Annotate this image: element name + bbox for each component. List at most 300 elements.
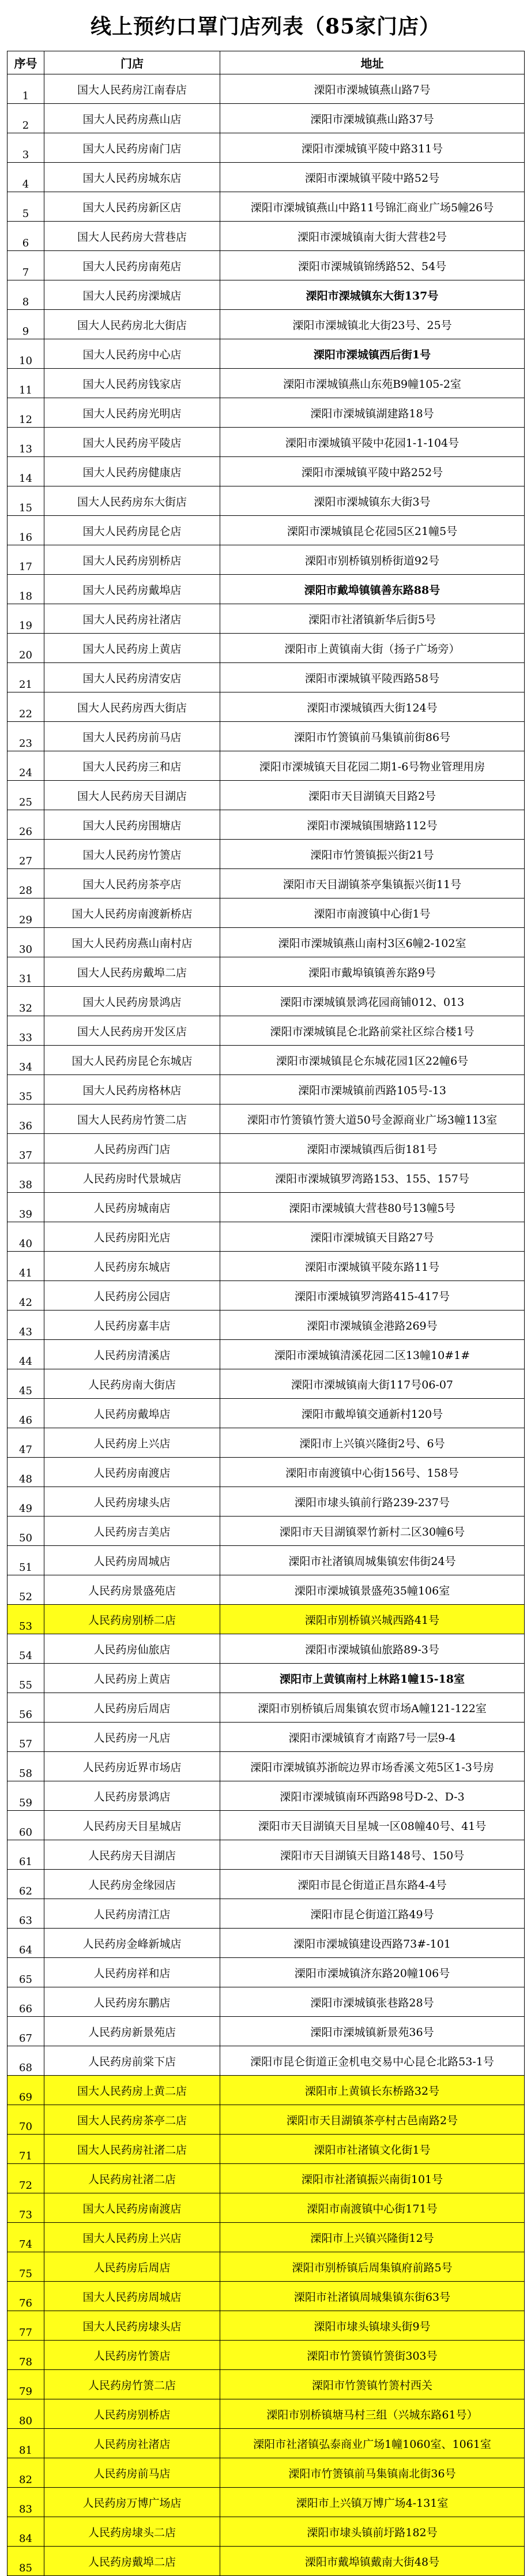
store-name-cell: 人民药房竹箦二店 — [44, 2370, 220, 2399]
table-row — [7, 2282, 525, 2311]
row-number-cell: 59 — [7, 1781, 44, 1811]
store-name-cell: 国大人民药房昆仑店 — [44, 516, 220, 545]
table-row — [7, 2105, 525, 2135]
store-name-cell: 人民药房吉美店 — [44, 1517, 220, 1546]
table-row — [7, 1899, 525, 1929]
row-number-cell: 27 — [7, 840, 44, 869]
store-name-cell: 国大人民药房南渡新桥店 — [44, 898, 220, 928]
row-number-cell: 81 — [7, 2429, 44, 2458]
row-number-cell: 69 — [7, 2076, 44, 2105]
row-number-cell: 62 — [7, 1870, 44, 1899]
row-number-cell: 54 — [7, 1634, 44, 1664]
row-number-cell: 1 — [7, 74, 44, 104]
table-row — [7, 1546, 525, 1575]
store-name-cell: 国大人民药房竹箦二店 — [44, 1104, 220, 1134]
table-row — [7, 339, 525, 369]
header-row — [7, 51, 525, 74]
address-cell: 溧阳市南渡镇中心街156号、158号 — [220, 1458, 525, 1487]
row-number-cell: 72 — [7, 2164, 44, 2193]
table-row — [7, 604, 525, 634]
table-row — [7, 1340, 525, 1369]
address-cell: 溧阳市溧城镇平陵中路52号 — [220, 163, 525, 192]
store-name-cell: 国大人民药房景鸿店 — [44, 987, 220, 1016]
address-cell: 溧阳市南渡镇中心街1号 — [220, 898, 525, 928]
table-row — [7, 2341, 525, 2370]
row-number-cell: 55 — [7, 1664, 44, 1693]
address-cell: 溧阳市溧城镇大营巷80号13幢5号 — [220, 1193, 525, 1222]
table-row — [7, 1487, 525, 1517]
store-name-cell: 人民药房金峰新城店 — [44, 1929, 220, 1958]
row-number-cell: 77 — [7, 2311, 44, 2341]
row-number-cell: 28 — [7, 869, 44, 898]
row-number-cell: 17 — [7, 545, 44, 575]
table-row — [7, 2164, 525, 2193]
address-cell: 溧阳市社渚镇振兴南街101号 — [220, 2164, 525, 2193]
row-number-cell: 73 — [7, 2193, 44, 2223]
address-cell: 溧阳市上兴镇兴隆街12号 — [220, 2223, 525, 2252]
address-cell: 溧阳市溧城镇育才南路7号一层9-4 — [220, 1723, 525, 1752]
store-name-cell: 国大人民药房前马店 — [44, 722, 220, 751]
address-cell: 溧阳市溧城镇景鸿花园商铺012、013 — [220, 987, 525, 1016]
store-name-cell: 国大人民药房钱家店 — [44, 369, 220, 398]
store-name-cell: 人民药房社渚二店 — [44, 2164, 220, 2193]
address-cell: 溧阳市溧城镇仙旅路89-3号 — [220, 1634, 525, 1664]
table-row — [7, 1075, 525, 1104]
row-number-cell: 38 — [7, 1163, 44, 1193]
store-name-cell: 人民药房周城店 — [44, 1546, 220, 1575]
table-row — [7, 104, 525, 133]
table-row — [7, 1575, 525, 1605]
row-number-cell: 19 — [7, 604, 44, 634]
store-name-cell: 人民药房万博广场店 — [44, 2488, 220, 2517]
store-name-cell: 人民药房阳光店 — [44, 1222, 220, 1252]
address-cell: 溧阳市溧城镇昆仑东城花园1区22幢6号 — [220, 1046, 525, 1075]
table-row — [7, 928, 525, 957]
store-name-cell: 人民药房埭头二店 — [44, 2517, 220, 2547]
table-row — [7, 634, 525, 663]
page-title: 线上预约口罩门店列表（85家门店） — [90, 14, 441, 39]
store-name-cell: 国大人民药房中心店 — [44, 339, 220, 369]
address-cell: 溧阳市别桥镇后周集镇农贸市场A幢121-122室 — [220, 1693, 525, 1723]
table-row — [7, 1781, 525, 1811]
address-cell: 溧阳市溧城镇锦绣路52、54号 — [220, 251, 525, 280]
address-cell: 溧阳市社渚镇新华后街5号 — [220, 604, 525, 634]
address-cell: 溧阳市溧城镇平陵中花园1-1-104号 — [220, 428, 525, 457]
row-number-cell: 14 — [7, 457, 44, 486]
store-name-cell: 人民药房天目星城店 — [44, 1811, 220, 1840]
address-cell: 溧阳市天目湖镇天目路148号、150号 — [220, 1840, 525, 1870]
store-name-cell: 人民药房别桥二店 — [44, 1605, 220, 1634]
store-name-cell: 人民药房公园店 — [44, 1281, 220, 1311]
table-row — [7, 2429, 525, 2458]
table-row — [7, 486, 525, 516]
table-row — [7, 2252, 525, 2282]
address-cell: 溧阳市竹箦镇竹箦街303号 — [220, 2341, 525, 2370]
store-name-cell: 国大人民药房竹箦店 — [44, 840, 220, 869]
row-number-cell: 67 — [7, 2017, 44, 2046]
store-name-cell: 国大人民药房城东店 — [44, 163, 220, 192]
row-number-cell: 75 — [7, 2252, 44, 2282]
address-cell: 溧阳市溧城镇昆仑北路前棠社区综合楼1号 — [220, 1016, 525, 1046]
address-cell: 溧阳市戴埠镇交通新村120号 — [220, 1399, 525, 1428]
store-name-cell: 人民药房东城店 — [44, 1252, 220, 1281]
address-cell: 溧阳市溧城镇西后街181号 — [220, 1134, 525, 1163]
store-name-cell: 国大人民药房江南春店 — [44, 74, 220, 104]
row-number-cell: 3 — [7, 133, 44, 163]
table-row — [7, 957, 525, 987]
row-number-cell: 63 — [7, 1899, 44, 1929]
store-name-cell: 国大人民药房平陵店 — [44, 428, 220, 457]
table-row — [7, 2193, 525, 2223]
store-name-cell: 人民药房南大街店 — [44, 1369, 220, 1399]
column-header-address: 地址 — [220, 51, 525, 74]
store-name-cell: 人民药房金缘园店 — [44, 1870, 220, 1899]
row-number-cell: 23 — [7, 722, 44, 751]
row-number-cell: 42 — [7, 1281, 44, 1311]
row-number-cell: 8 — [7, 280, 44, 310]
row-number-cell: 11 — [7, 369, 44, 398]
table-row — [7, 2311, 525, 2341]
table-row — [7, 2046, 525, 2076]
store-name-cell: 人民药房天目湖店 — [44, 1840, 220, 1870]
store-name-cell: 国大人民药房大营巷店 — [44, 222, 220, 251]
row-number-cell: 83 — [7, 2488, 44, 2517]
table-row — [7, 222, 525, 251]
address-cell: 溧阳市上兴镇兴隆街2号、6号 — [220, 1428, 525, 1458]
address-cell: 溧阳市别桥镇塘马村三组（兴城东路61号） — [220, 2399, 525, 2429]
row-number-cell: 12 — [7, 398, 44, 428]
table-row — [7, 987, 525, 1016]
store-name-cell: 国大人民药房西大街店 — [44, 692, 220, 722]
address-cell: 溧阳市溧城镇燕山中路11号锦汇商业广场5幢26号 — [220, 192, 525, 222]
address-cell: 溧阳市溧城镇苏浙皖边界市场香溪文苑5区1-3号房 — [220, 1752, 525, 1781]
address-cell: 溧阳市南渡镇中心街171号 — [220, 2193, 525, 2223]
table-row — [7, 1163, 525, 1193]
row-number-cell: 29 — [7, 898, 44, 928]
table-row — [7, 1046, 525, 1075]
column-header-store: 门店 — [44, 51, 220, 74]
table-row — [7, 1104, 525, 1134]
store-name-cell: 国大人民药房别桥店 — [44, 545, 220, 575]
table-row — [7, 74, 525, 104]
table-row — [7, 1958, 525, 1987]
row-number-cell: 82 — [7, 2458, 44, 2488]
address-cell: 溧阳市溧城镇燕山路37号 — [220, 104, 525, 133]
table-row — [7, 2458, 525, 2488]
address-cell: 溧阳市溧城镇北大街23号、25号 — [220, 310, 525, 339]
store-name-cell: 人民药房祥和店 — [44, 1958, 220, 1987]
store-name-cell: 人民药房景鸿店 — [44, 1781, 220, 1811]
address-cell: 溧阳市埭头镇前行路239-237号 — [220, 1487, 525, 1517]
store-name-cell: 国大人民药房开发区店 — [44, 1016, 220, 1046]
table-row — [7, 1987, 525, 2017]
address-cell: 溧阳市天目湖镇茶亭村古邑南路2号 — [220, 2105, 525, 2135]
store-name-cell: 国大人民药房社渚店 — [44, 604, 220, 634]
table-row — [7, 1281, 525, 1311]
table-row — [7, 1870, 525, 1899]
table-row — [7, 280, 525, 310]
table-row — [7, 516, 525, 545]
table-header — [7, 51, 525, 74]
row-number-cell: 41 — [7, 1252, 44, 1281]
address-cell: 溧阳市竹箦镇前马集镇前街86号 — [220, 722, 525, 751]
address-cell: 溧阳市溧城镇罗湾路153、155、157号 — [220, 1163, 525, 1193]
table-row — [7, 2017, 525, 2046]
table-row — [7, 1252, 525, 1281]
address-cell: 溧阳市竹箦镇前马集镇南北街36号 — [220, 2458, 525, 2488]
store-name-cell: 国大人民药房健康店 — [44, 457, 220, 486]
row-number-cell: 43 — [7, 1311, 44, 1340]
address-cell: 溧阳市溧城镇天目花园二期1-6号物业管理用房 — [220, 751, 525, 781]
row-number-cell: 33 — [7, 1016, 44, 1046]
table-row — [7, 1840, 525, 1870]
address-cell: 溧阳市溧城镇燕山南村3区6幢2-102室 — [220, 928, 525, 957]
table-row — [7, 1693, 525, 1723]
row-number-cell: 24 — [7, 751, 44, 781]
row-number-cell: 56 — [7, 1693, 44, 1723]
store-name-cell: 国大人民药房上黄店 — [44, 634, 220, 663]
row-number-cell: 13 — [7, 428, 44, 457]
table-row — [7, 1605, 525, 1634]
store-name-cell: 国大人民药房南苑店 — [44, 251, 220, 280]
address-cell: 溧阳市溧城镇济东路20幢106号 — [220, 1958, 525, 1987]
store-name-cell: 国大人民药房茶亭二店 — [44, 2105, 220, 2135]
row-number-cell: 64 — [7, 1929, 44, 1958]
table-row — [7, 1193, 525, 1222]
row-number-cell: 78 — [7, 2341, 44, 2370]
table-body — [7, 74, 525, 2576]
store-name-cell: 国大人民药房东大街店 — [44, 486, 220, 516]
address-cell: 溧阳市溧城镇围塘路112号 — [220, 810, 525, 840]
address-cell: 溧阳市溧城镇西后街1号 — [220, 339, 525, 369]
store-name-cell: 国大人民药房南渡店 — [44, 2193, 220, 2223]
address-cell: 溧阳市溧城镇建设西路73#-101 — [220, 1929, 525, 1958]
column-header-number: 序号 — [7, 51, 44, 74]
store-name-cell: 国大人民药房燕山南村店 — [44, 928, 220, 957]
store-name-cell: 人民药房上黄店 — [44, 1664, 220, 1693]
store-name-cell: 人民药房景盛苑店 — [44, 1575, 220, 1605]
row-number-cell: 34 — [7, 1046, 44, 1075]
row-number-cell: 61 — [7, 1840, 44, 1870]
address-cell: 溧阳市社渚镇文化街1号 — [220, 2135, 525, 2164]
address-cell: 溧阳市上黄镇长东桥路32号 — [220, 2076, 525, 2105]
row-number-cell: 76 — [7, 2282, 44, 2311]
table-row — [7, 1664, 525, 1693]
store-name-cell: 国大人民药房上黄二店 — [44, 2076, 220, 2105]
table-row — [7, 722, 525, 751]
store-name-cell: 国大人民药房天目湖店 — [44, 781, 220, 810]
table-row — [7, 1369, 525, 1399]
table-row — [7, 133, 525, 163]
store-name-cell: 国大人民药房北大街店 — [44, 310, 220, 339]
address-cell: 溧阳市溧城镇西大街124号 — [220, 692, 525, 722]
row-number-cell: 40 — [7, 1222, 44, 1252]
row-number-cell: 7 — [7, 251, 44, 280]
store-name-cell: 人民药房南渡店 — [44, 1458, 220, 1487]
address-cell: 溧阳市竹箦镇振兴街21号 — [220, 840, 525, 869]
table-row — [7, 398, 525, 428]
store-name-cell: 国大人民药房戴埠店 — [44, 575, 220, 604]
store-name-cell: 国大人民药房南门店 — [44, 133, 220, 163]
store-name-cell: 人民药房清江店 — [44, 1899, 220, 1929]
table-row — [7, 1634, 525, 1664]
store-name-cell: 国大人民药房清安店 — [44, 663, 220, 692]
table-row — [7, 2135, 525, 2164]
address-cell: 溧阳市昆仑街道江路49号 — [220, 1899, 525, 1929]
address-cell: 溧阳市溧城镇清溪花园二区13幢10#1# — [220, 1340, 525, 1369]
table-row — [7, 1929, 525, 1958]
store-name-cell: 人民药房前棠下店 — [44, 2046, 220, 2076]
table-row — [7, 2517, 525, 2547]
address-cell: 溧阳市溧城镇平陵西路58号 — [220, 663, 525, 692]
address-cell: 溧阳市天目湖镇天目星城一区08幢40号、41号 — [220, 1811, 525, 1840]
row-number-cell: 50 — [7, 1517, 44, 1546]
store-name-cell: 人民药房近界市场店 — [44, 1752, 220, 1781]
store-name-cell: 人民药房嘉丰店 — [44, 1311, 220, 1340]
address-cell: 溧阳市溧城镇平陵中路252号 — [220, 457, 525, 486]
table-row — [7, 781, 525, 810]
row-number-cell: 26 — [7, 810, 44, 840]
row-number-cell: 31 — [7, 957, 44, 987]
table-row — [7, 1752, 525, 1781]
row-number-cell: 60 — [7, 1811, 44, 1840]
row-number-cell: 4 — [7, 163, 44, 192]
row-number-cell: 37 — [7, 1134, 44, 1163]
row-number-cell: 2 — [7, 104, 44, 133]
address-cell: 溧阳市溧城镇东大街137号 — [220, 280, 525, 310]
table-row — [7, 457, 525, 486]
address-cell: 溧阳市溧城镇金港路269号 — [220, 1311, 525, 1340]
store-name-cell: 人民药房上兴店 — [44, 1428, 220, 1458]
store-name-cell: 人民药房城南店 — [44, 1193, 220, 1222]
row-number-cell: 16 — [7, 516, 44, 545]
row-number-cell: 79 — [7, 2370, 44, 2399]
row-number-cell: 70 — [7, 2105, 44, 2135]
store-name-cell: 国大人民药房光明店 — [44, 398, 220, 428]
table-row — [7, 898, 525, 928]
store-name-cell: 国大人民药房周城店 — [44, 2282, 220, 2311]
address-cell: 溧阳市溧城镇新景苑36号 — [220, 2017, 525, 2046]
row-number-cell: 9 — [7, 310, 44, 339]
row-number-cell: 53 — [7, 1605, 44, 1634]
row-number-cell: 25 — [7, 781, 44, 810]
address-cell: 溧阳市社渚镇周城集镇宏伟街24号 — [220, 1546, 525, 1575]
address-cell: 溧阳市溧城镇罗湾路415-417号 — [220, 1281, 525, 1311]
row-number-cell: 20 — [7, 634, 44, 663]
row-number-cell: 84 — [7, 2517, 44, 2547]
address-cell: 溧阳市溧城镇南大街117号06-07 — [220, 1369, 525, 1399]
row-number-cell: 21 — [7, 663, 44, 692]
row-number-cell: 71 — [7, 2135, 44, 2164]
table-row — [7, 1016, 525, 1046]
address-cell: 溧阳市上兴镇万博广场4-131室 — [220, 2488, 525, 2517]
address-cell: 溧阳市上黄镇南大街（扬子广场旁） — [220, 634, 525, 663]
address-cell: 溧阳市溧城镇东大街3号 — [220, 486, 525, 516]
row-number-cell: 48 — [7, 1458, 44, 1487]
address-cell: 溧阳市天目湖镇天目路2号 — [220, 781, 525, 810]
row-number-cell: 45 — [7, 1369, 44, 1399]
address-cell: 溧阳市溧城镇平陵中路311号 — [220, 133, 525, 163]
table-row — [7, 663, 525, 692]
row-number-cell: 44 — [7, 1340, 44, 1369]
row-number-cell: 47 — [7, 1428, 44, 1458]
table-row — [7, 1134, 525, 1163]
store-name-cell: 人民药房戴埠二店 — [44, 2547, 220, 2576]
table-row — [7, 575, 525, 604]
row-number-cell: 30 — [7, 928, 44, 957]
address-cell: 溧阳市溧城镇昆仑花园5区21幢5号 — [220, 516, 525, 545]
address-cell: 溧阳市戴埠镇戴南大街48号 — [220, 2547, 525, 2576]
store-name-cell: 人民药房清溪店 — [44, 1340, 220, 1369]
store-name-cell: 人民药房埭头店 — [44, 1487, 220, 1517]
address-cell: 溧阳市天目湖镇茶亭集镇振兴街11号 — [220, 869, 525, 898]
table-row — [7, 692, 525, 722]
table-row — [7, 1811, 525, 1840]
address-cell: 溧阳市竹箦镇竹箦大道50号金源商业广场3幢113室 — [220, 1104, 525, 1134]
address-cell: 溧阳市溧城镇湖建路18号 — [220, 398, 525, 428]
row-number-cell: 74 — [7, 2223, 44, 2252]
row-number-cell: 22 — [7, 692, 44, 722]
address-cell: 溧阳市溧城镇南环西路98号D-2、D-3 — [220, 1781, 525, 1811]
store-name-cell: 人民药房后周店 — [44, 2252, 220, 2282]
address-cell: 溧阳市昆仑街道正金机电交易中心昆仑北路53-1号 — [220, 2046, 525, 2076]
row-number-cell: 46 — [7, 1399, 44, 1428]
row-number-cell: 58 — [7, 1752, 44, 1781]
store-name-cell: 人民药房时代景城店 — [44, 1163, 220, 1193]
store-name-cell: 人民药房仙旅店 — [44, 1634, 220, 1664]
row-number-cell: 35 — [7, 1075, 44, 1104]
table-row — [7, 2547, 525, 2576]
address-cell: 溧阳市别桥镇别桥街道92号 — [220, 545, 525, 575]
address-cell: 溧阳市溧城镇燕山东苑B9幢105-2室 — [220, 369, 525, 398]
store-name-cell: 人民药房东鹏店 — [44, 1987, 220, 2017]
table-row — [7, 163, 525, 192]
table-row — [7, 2488, 525, 2517]
address-cell: 溧阳市溧城镇景盛苑35幢106室 — [220, 1575, 525, 1605]
store-name-cell: 人民药房新景苑店 — [44, 2017, 220, 2046]
row-number-cell: 49 — [7, 1487, 44, 1517]
table-row — [7, 840, 525, 869]
store-name-cell: 国大人民药房社渚二店 — [44, 2135, 220, 2164]
store-name-cell: 人民药房别桥店 — [44, 2399, 220, 2429]
store-name-cell: 国大人民药房围塘店 — [44, 810, 220, 840]
table-row — [7, 545, 525, 575]
row-number-cell: 66 — [7, 1987, 44, 2017]
row-number-cell: 15 — [7, 486, 44, 516]
table-row — [7, 1458, 525, 1487]
row-number-cell: 5 — [7, 192, 44, 222]
table-row — [7, 2370, 525, 2399]
row-number-cell: 51 — [7, 1546, 44, 1575]
table-row — [7, 192, 525, 222]
table-row — [7, 1222, 525, 1252]
store-name-cell: 人民药房竹箦店 — [44, 2341, 220, 2370]
store-name-cell: 国大人民药房燕山店 — [44, 104, 220, 133]
store-name-cell: 国大人民药房茶亭店 — [44, 869, 220, 898]
address-cell: 溧阳市戴埠镇镇善东路88号 — [220, 575, 525, 604]
row-number-cell: 39 — [7, 1193, 44, 1222]
address-cell: 溧阳市溧城镇燕山路7号 — [220, 74, 525, 104]
store-name-cell: 国大人民药房上兴店 — [44, 2223, 220, 2252]
table-row — [7, 369, 525, 398]
row-number-cell: 68 — [7, 2046, 44, 2076]
address-cell: 溧阳市溧城镇前西路105号-13 — [220, 1075, 525, 1104]
address-cell: 溧阳市埭头镇埭头街9号 — [220, 2311, 525, 2341]
store-name-cell: 国大人民药房溧城店 — [44, 280, 220, 310]
row-number-cell: 65 — [7, 1958, 44, 1987]
store-name-cell: 国大人民药房昆仑东城店 — [44, 1046, 220, 1075]
row-number-cell: 85 — [7, 2547, 44, 2576]
